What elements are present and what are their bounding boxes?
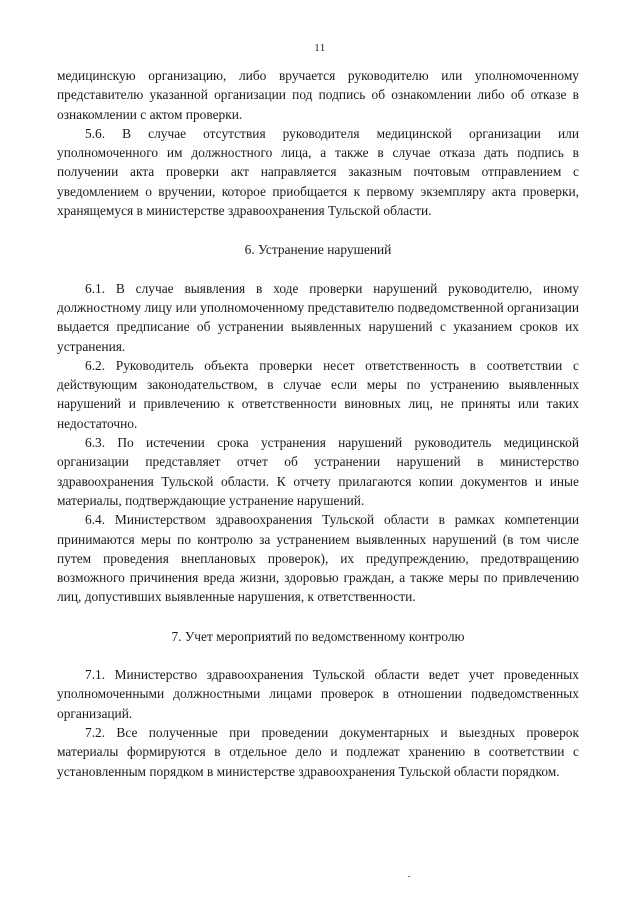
paragraph-7-2: 7.2. Все полученные при проведении документарных и выездных проверок материалы формируются в отдельное дело и подлежат хранению в соответствии с установленным порядком в министерстве здравоохранения Тульской области порядком. <box>57 724 579 779</box>
section-title-7: 7. Учет мероприятий по ведомственному контролю <box>171 628 465 644</box>
paragraph-6-1: 6.1. В случае выявления в ходе проверки нарушений руководителю, иному должностному лицу или уполномоченному представителю подведомственной организации выдается предписание об устранении выявленных нарушений с указанием сроков их устранения. <box>57 280 579 354</box>
section-title-6: 6. Устранение нарушений <box>244 242 392 258</box>
paragraph-5-6: 5.6. В случае отсутствия руководителя медицинской организации или уполномоченного им должностного лица, а также в случае отказа дать подпись в получении акта проверки акт направляется заказным почтовым отправлением с уведомлением о вручении, которое приобщается к первому экземпляру акта проверки, хранящемуся в министерстве здравоохранения Тульской области. <box>57 125 579 219</box>
page-number: 11 <box>314 42 326 54</box>
paragraph-7-1: 7.1. Министерство здравоохранения Тульской области ведет учет проведенных уполномоченными должностными лицами проверок в отношении подведомственных организаций. <box>57 667 579 721</box>
paragraph-6-3: 6.3. По истечении срока устранения нарушений руководитель медицинской организации представляет отчет об устранении нарушений в министерство здравоохранения Тульской области. К отчету прилагаются копии документов и иные материалы, подтверждающие устранение нарушений. <box>57 435 579 508</box>
paragraph-6-2: 6.2. Руководитель объекта проверки несет ответственность в соответствии с действующим законодательством, в случае если меры по устранению выявленных нарушений и привлечению к ответственности виновных лиц, не приняты или таких недостаточно. <box>57 357 579 431</box>
paragraph-6-4: 6.4. Министерством здравоохранения Тульской области в рамках компетенции принимаются меры по контролю за устранением выявленных нарушений (в том числе путем проведения внеплановых проверок), их предупреждению, предотвращению возможного причинения вреда жизни, здоровью граждан, а также меры по привлечению лиц, допустивших выявленные нарушения, к ответственности. <box>57 512 579 605</box>
document-body <box>57 66 579 781</box>
paragraph-continuation: медицинскую организацию, либо вручается руководителю или уполномоченному представителю указанной организации под подпись об ознакомлении либо об отказе в ознакомлении с актом проверки. <box>57 68 579 122</box>
scan-speck <box>408 876 410 877</box>
